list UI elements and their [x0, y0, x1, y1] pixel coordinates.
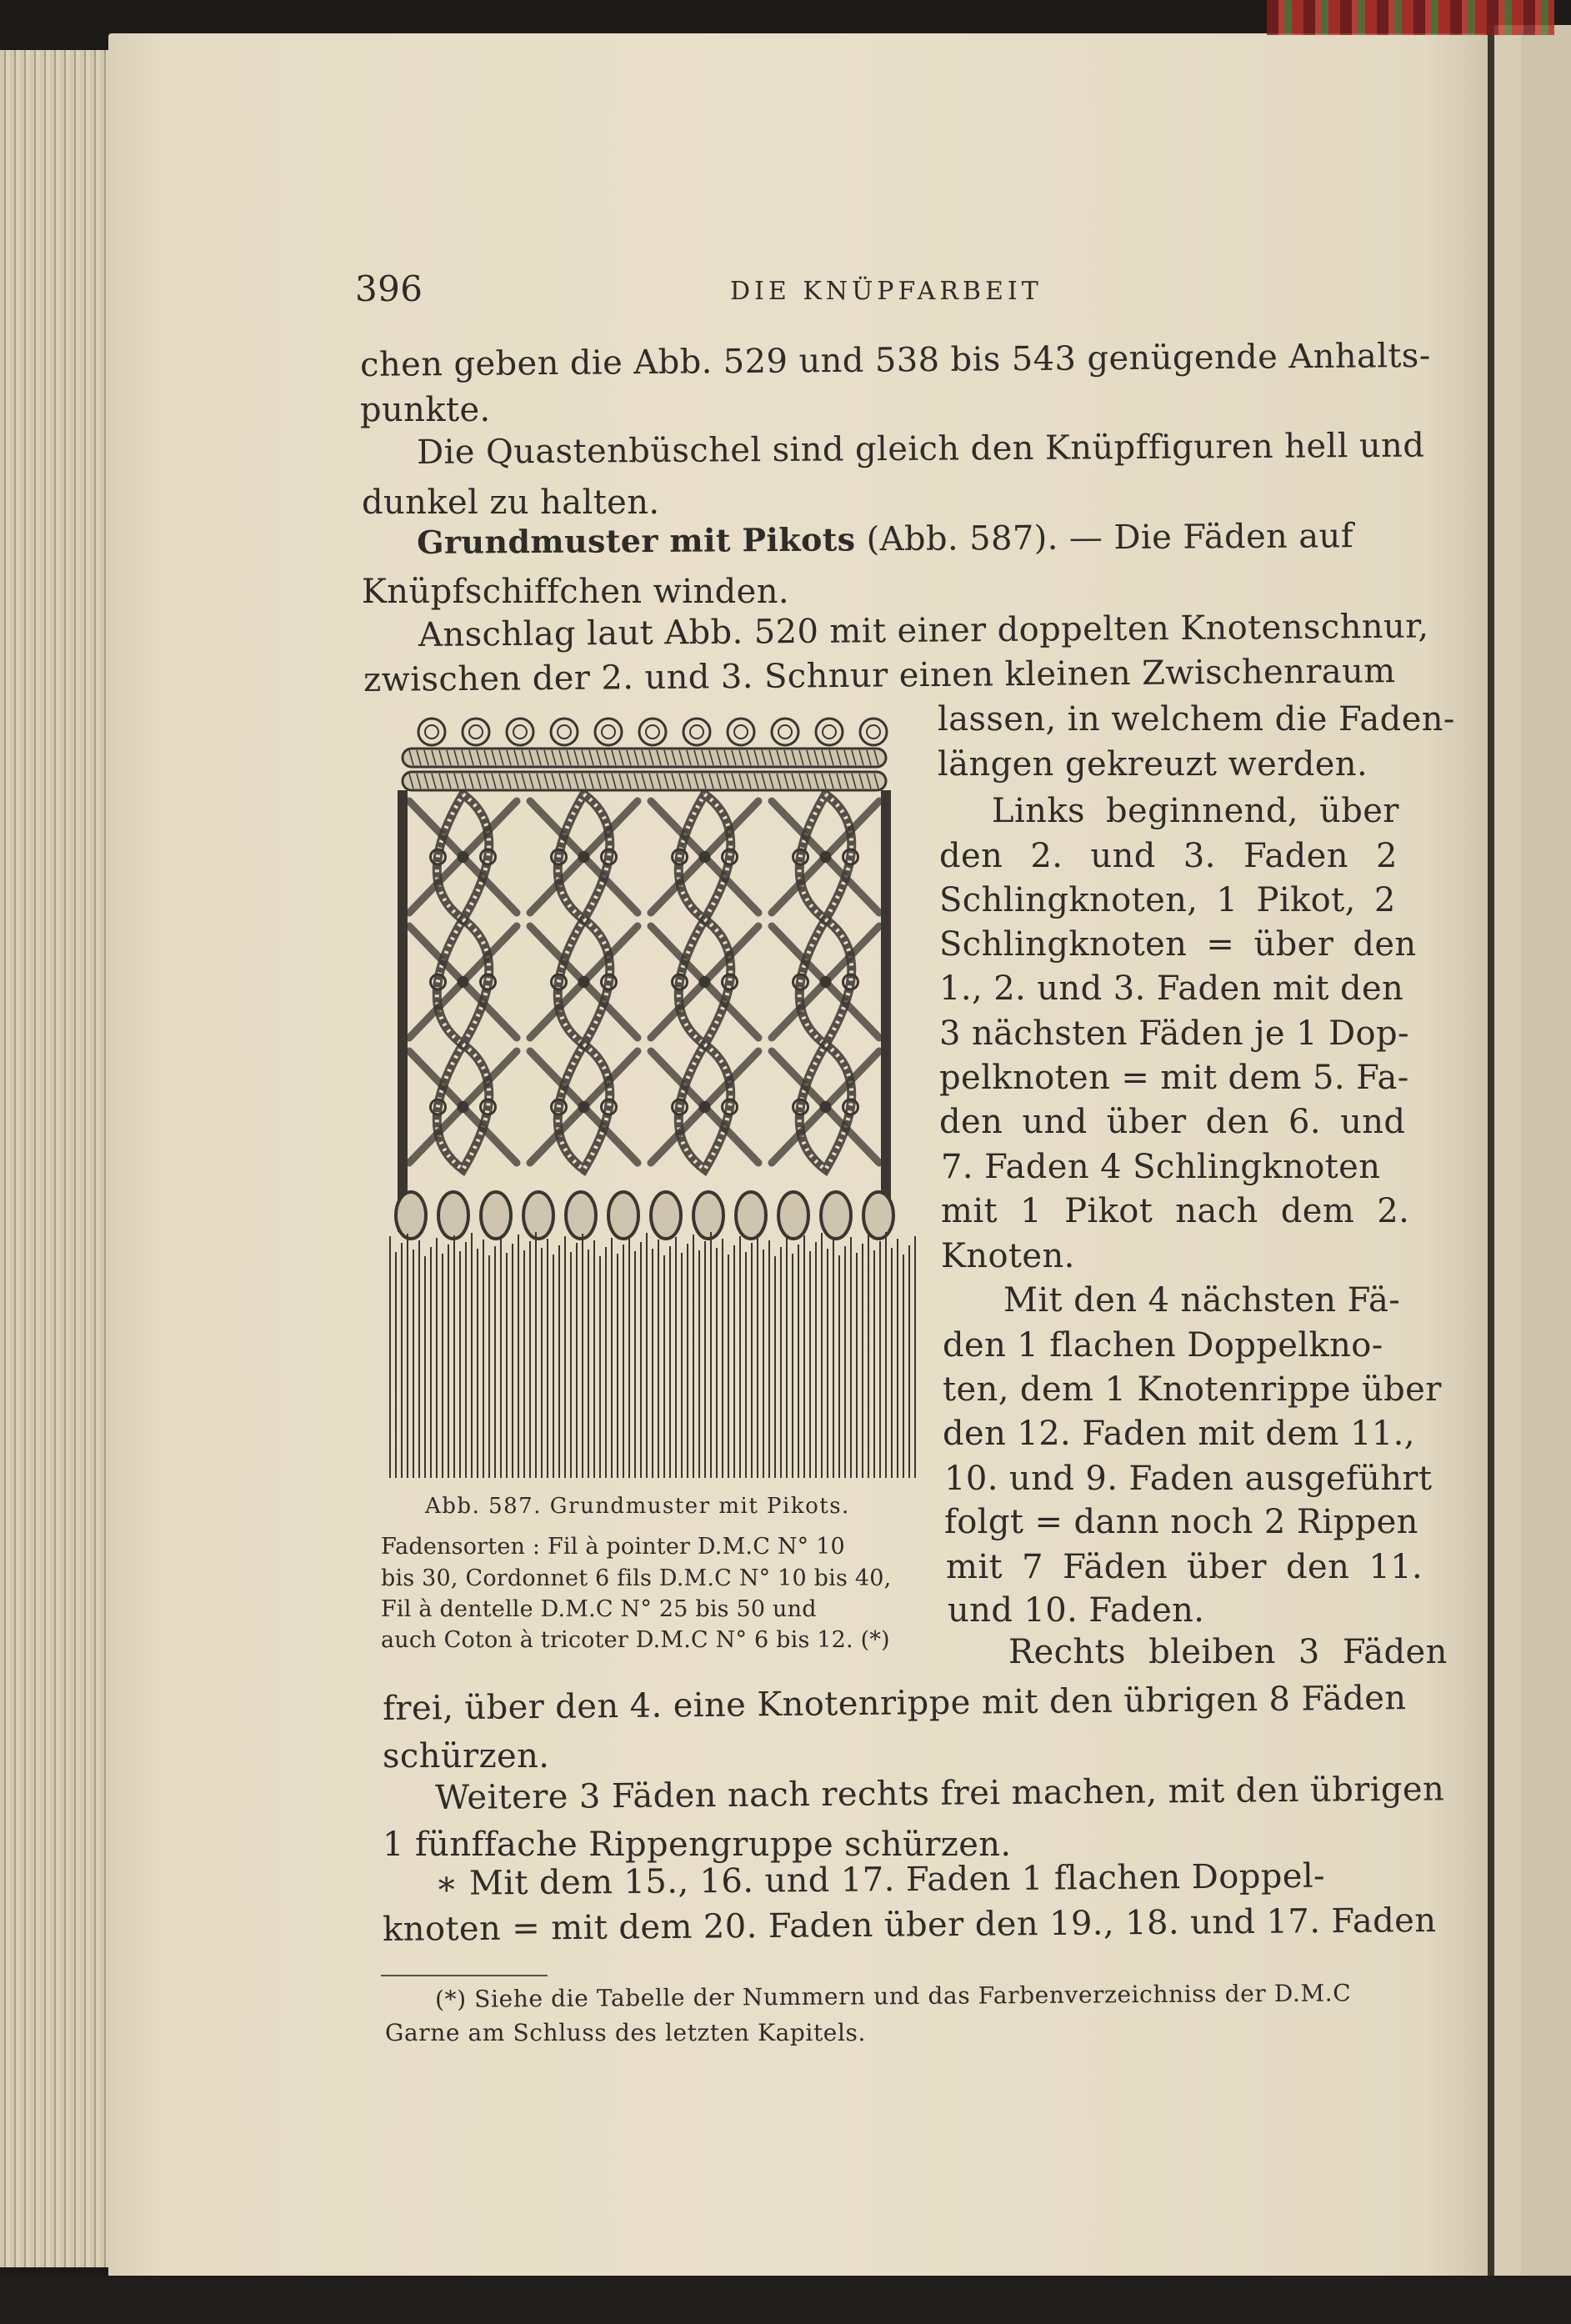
section-heading: Grundmuster mit Pikots: [416, 520, 856, 561]
tassel-knot: [608, 1192, 638, 1239]
picot-loop: [778, 725, 792, 739]
text-line: Links beginnend, über: [992, 792, 1399, 830]
tassel-knot: [736, 1192, 766, 1239]
text-line: Mit den 4 nächsten Fä-: [1003, 1281, 1401, 1320]
tassel-knot: [438, 1192, 468, 1239]
text-line: 1., 2. und 3. Faden mit den: [939, 969, 1404, 1008]
knot: [578, 1101, 590, 1113]
picot-loop: [507, 719, 533, 745]
picot-loop: [418, 719, 445, 745]
text-line: chen geben die Abb. 529 und 538 bis 543 genügende Anhalts-: [359, 336, 1431, 384]
tassel-knot: [778, 1192, 808, 1239]
text-line: 7. Faden 4 Schlingknoten: [941, 1148, 1381, 1186]
text-line: und 10. Faden.: [948, 1591, 1205, 1630]
text-line: Schlingknoten, 1 Pikot, 2: [939, 881, 1396, 919]
knot: [458, 851, 469, 863]
knot: [578, 976, 590, 988]
figure-caption-line: auch Coton à tricoter D.M.C N° 6 bis 12. (*): [381, 1627, 890, 1653]
text-line: knoten = mit dem 20. Faden über den 19., 18. und 17. Faden: [382, 1901, 1437, 1949]
knot: [699, 1101, 711, 1113]
picot-loop: [734, 725, 748, 739]
text-line: Die Quastenbüschel sind gleich den Knüpffiguren hell und: [416, 426, 1425, 472]
picot-loop: [513, 725, 527, 739]
knot: [820, 976, 832, 988]
knot: [820, 851, 832, 863]
text-line: Knüpfschiffchen winden.: [362, 573, 789, 611]
running-title: DIE KNÜPFARBEIT: [730, 277, 1043, 306]
footnote-rule: [381, 1975, 548, 1976]
picot-loop: [463, 719, 489, 745]
text-line: schürzen.: [383, 1737, 550, 1776]
picot-loop: [558, 725, 571, 739]
picot-loop: [683, 719, 710, 745]
tassel-knot: [693, 1192, 723, 1239]
tassel-knot: [523, 1192, 553, 1239]
picot-loop: [469, 725, 483, 739]
picot-loop: [425, 725, 438, 739]
text-line: Rechts bleiben 3 Fäden: [1008, 1633, 1448, 1671]
bottom-shadow: [0, 2276, 1571, 2324]
knot: [699, 851, 711, 863]
tassel-knot: [863, 1192, 893, 1239]
knot: [820, 1101, 832, 1113]
text-line: den 1 flachen Doppelkno-: [943, 1326, 1383, 1365]
text-line: dunkel zu halten.: [362, 483, 660, 522]
text-line: den und über den 6. und: [939, 1103, 1406, 1141]
knot: [458, 1101, 469, 1113]
gutter-next-page: [1488, 25, 1571, 2276]
figure-caption-line: Fil à dentelle D.M.C N° 25 bis 50 und: [381, 1596, 817, 1622]
tassel-knot: [481, 1192, 511, 1239]
text-line: folgt = dann noch 2 Rippen: [944, 1503, 1418, 1541]
text-line: 10. und 9. Faden ausgeführt: [944, 1460, 1433, 1498]
picot-loop: [860, 719, 887, 745]
picot-loop: [690, 725, 703, 739]
picot-loop: [772, 719, 798, 745]
text-line: ten, dem 1 Knotenrippe über: [943, 1370, 1442, 1409]
text-line: den 12. Faden mit dem 11.,: [943, 1415, 1415, 1453]
text-line: den 2. und 3. Faden 2: [939, 837, 1398, 875]
text-line: lassen, in welchem die Faden-: [938, 700, 1455, 739]
page-number: 396: [355, 268, 423, 309]
knot: [458, 976, 469, 988]
picot-loop: [602, 725, 615, 739]
macrame-illustration: [386, 715, 926, 1482]
picot-loop: [595, 719, 622, 745]
text-line: ∗ Mit dem 15., 16. und 17. Faden 1 flachen Doppel-: [434, 1856, 1326, 1903]
figure-caption-line: bis 30, Cordonnet 6 fils D.M.C N° 10 bis 40,: [381, 1565, 892, 1591]
picot-loop: [728, 719, 754, 745]
footnote-line: (*) Siehe die Tabelle der Nummern und das Farbenverzeichniss der D.M.C: [434, 1979, 1352, 2013]
stacked-page-edges: [0, 50, 113, 2267]
text-line: zwischen der 2. und 3. Schnur einen kleinen Zwischenraum: [363, 652, 1396, 699]
picot-loop: [823, 725, 836, 739]
section-heading-rest: (Abb. 587). — Die Fäden auf: [866, 517, 1354, 559]
tassel-knot: [821, 1192, 851, 1239]
text-line: Knoten.: [941, 1237, 1075, 1275]
figure-caption-title: Abb. 587. Grundmuster mit Pikots.: [425, 1494, 850, 1519]
text-line: Weitere 3 Fäden nach rechts frei machen, mit den übrigen: [434, 1770, 1445, 1817]
picot-loop: [867, 725, 880, 739]
figure-caption-line: Fadensorten : Fil à pointer D.M.C N° 10: [381, 1534, 845, 1560]
tassel-knot: [566, 1192, 596, 1239]
knot: [578, 851, 590, 863]
tassel-knot: [396, 1192, 426, 1239]
text-line: pelknoten = mit dem 5. Fa-: [939, 1059, 1409, 1097]
text-line: mit 7 Fäden über den 11.: [946, 1548, 1423, 1586]
text-line: mit 1 Pikot nach dem 2.: [941, 1192, 1410, 1230]
text-line: punkte.: [360, 391, 491, 429]
picot-loop: [816, 719, 843, 745]
text-line: 3 nächsten Fäden je 1 Dop-: [939, 1014, 1409, 1053]
section-heading-line: [417, 519, 1353, 559]
tassel-knot: [651, 1192, 681, 1239]
picot-loop: [551, 719, 578, 745]
text-line: Schlingknoten = über den: [939, 925, 1417, 964]
text-line: längen gekreuzt werden.: [938, 745, 1368, 784]
text-line: frei, über den 4. eine Knotenrippe mit den übrigen 8 Fäden: [382, 1679, 1407, 1728]
ribbon-bookmark: [1267, 0, 1554, 35]
text-line: Anschlag laut Abb. 520 mit einer doppelten Knotenschnur,: [418, 607, 1429, 654]
footnote-line: Garne am Schluss des letzten Kapitels.: [385, 2019, 867, 2046]
picot-loop: [639, 719, 666, 745]
text-line: 1 fünffache Rippengruppe schürzen.: [383, 1826, 1012, 1864]
picot-loop: [646, 725, 659, 739]
knot: [699, 976, 711, 988]
